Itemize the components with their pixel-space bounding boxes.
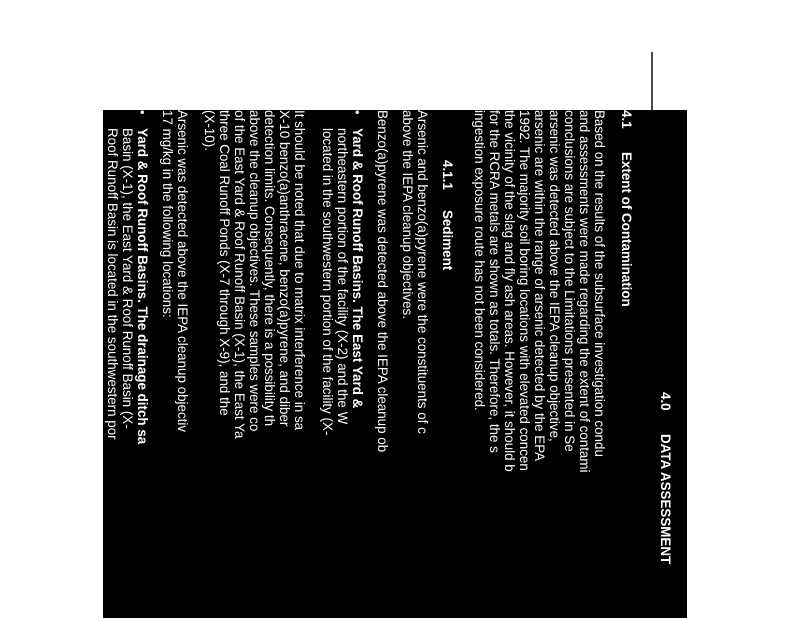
text-line: Yard & Roof Runoff Basins. The East Yard &: [350, 128, 365, 409]
section-title: DATA ASSESSMENT: [658, 434, 673, 565]
subsection-title: Extent of Contamination: [619, 152, 634, 307]
text-line: Based on the results of the subsurface investigation condu: [592, 110, 607, 457]
paragraph-3: Benzo(a)pyrene was detected above the IEPA cleanup ob: [375, 110, 390, 453]
text-line: Basin (X-1), the East Yard & Roof Runoff Basin (X-: [120, 128, 135, 429]
sub-subsection-title: Sediment: [440, 210, 455, 271]
text-line: ingestion exposure route has not been considered.: [472, 110, 487, 411]
text-line: conclusions are subject to the Limitations presented in Se: [562, 110, 577, 452]
text-line: the vicinity of the slag and fly ash areas. However, it should b: [502, 110, 517, 472]
section-number: 4.0: [658, 392, 673, 411]
bullet-glyph: •: [90, 110, 105, 115]
text-line: above the IEPA cleanup objectives.: [400, 110, 415, 319]
rotated-document: [45, 110, 687, 618]
text-line: for the RCRA metals are shown as totals. Therefore, the s: [487, 110, 502, 453]
subsection-number: 4.1: [619, 110, 634, 129]
text-line: of the East Yard & Roof Runoff Basin (X-1), the East Ya: [232, 110, 247, 439]
text-line: Basin (X-5), the eastern Ash Settling Basin (X-6), a: [60, 128, 75, 430]
text-line: (X-12).: [45, 128, 60, 169]
text-line: Roof Runoff Basin is located in the southwestern por: [105, 128, 120, 440]
scan-edge-line: [651, 52, 653, 110]
text-line: 1992. The majority soil boring locations with elevated concen: [517, 110, 532, 471]
text-line: located in the southwestern portion of the facility (X-: [320, 128, 335, 436]
bullet-glyph: •: [350, 110, 365, 115]
text-line: 17 mg/kg in the following locations:: [160, 110, 175, 318]
text-line: above the cleanup objectives. These samples were co: [247, 110, 262, 432]
text-line: three Coal Runoff Ponds (X-7 through X-9), and the: [217, 110, 232, 416]
text-line: Runoff Basin (X-4), the Slag Overflow Basin locate: [75, 128, 90, 428]
text-line: It should be noted that due to matrix interference in sa: [292, 110, 307, 431]
text-line: X-10 benzo(a)anthracene, benzo(a)pyrene, and diber: [277, 110, 292, 427]
scanned-page: [45, 110, 687, 618]
text-line: (X-10).: [202, 110, 217, 151]
text-line: Ash/Slag Ponds. The Ash Surge Basin located to: [90, 128, 105, 439]
text-line: northeastern portion of the facility (X-2) and the W: [335, 128, 350, 425]
text-line: and assessments were made regarding the extent of contami: [577, 110, 592, 473]
bullet-glyph: •: [135, 110, 150, 115]
text-line: arsenic was detected above the IEPA cleanup objective,: [547, 110, 562, 442]
text-line: Yard & Roof Runoff Basins. The drainage ditch sa: [135, 128, 150, 445]
text-line: arsenic are within the range of arsenic detected by the EPA: [532, 110, 547, 462]
text-line: Arsenic and benzo(a)pyrene were the constituents of c: [415, 110, 430, 434]
sub-subsection-number: 4.1.1: [440, 160, 455, 190]
text-line: Arsenic was detected above the IEPA cleanup objectiv: [175, 110, 190, 433]
text-line: detection limits. Consequently, there is a possibility th: [262, 110, 277, 427]
